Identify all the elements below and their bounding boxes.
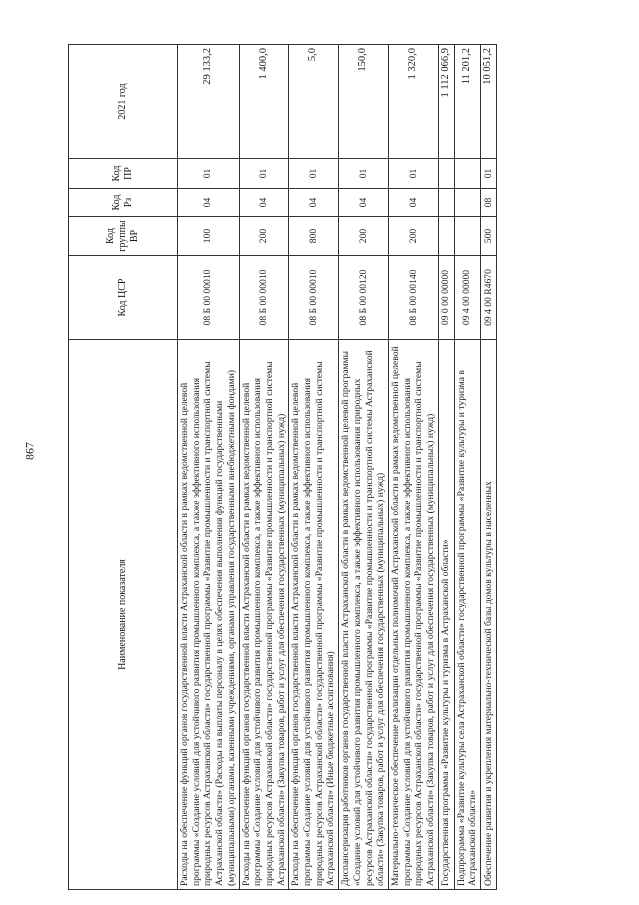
row-pr: 01 <box>388 159 438 189</box>
row-name: Государственная программа «Развитие культуры и туризма в Астраханской области» <box>438 340 454 890</box>
row-vr: 200 <box>388 217 438 256</box>
table-row <box>289 45 339 890</box>
row-csr: 09 4 00 R4670 <box>480 256 496 340</box>
row-rz <box>454 189 480 217</box>
row-sum: 10 051,2 <box>480 45 496 159</box>
table-row <box>438 45 454 890</box>
header-name: Наименование показателя <box>69 340 178 890</box>
row-name: Материально-техническое обеспечение реализации отдельных полномочий Астраханской области в рамках ведомственной целевой программы «Создание условий для устойчивого развития промышленного комплекса, а также эффективного использования природных ресурсов Астраханской области» государственной программы «Развитие промышленности и транспортной системы Астраханской области» (Закупка товаров, работ и услуг для обеспечения государственных (муниципальных) нужд) <box>388 340 438 890</box>
row-sum: 1 320,0 <box>388 45 438 159</box>
row-vr <box>438 217 454 256</box>
page-number: 867 <box>22 442 37 460</box>
row-pr: 01 <box>480 159 496 189</box>
row-name: Расходы на обеспечение функций органов государственной власти Астраханской области в рамках ведомственной целевой программы «Создание условий для устойчивого развития промышленного комплекса, а также эффективного использования природных ресурсов Астраханской области» государственной программы «Развитие промышленности и транспортной системы Астраханской области» (Иные бюджетные ассигнования) <box>289 340 339 890</box>
row-sum: 1 112 066,9 <box>438 45 454 159</box>
row-rz: 04 <box>339 189 389 217</box>
table-row <box>480 45 496 890</box>
row-rz <box>438 189 454 217</box>
budget-table-container <box>68 45 497 890</box>
row-csr: 08 Б 00 00010 <box>289 256 339 340</box>
row-rz: 04 <box>239 189 289 217</box>
row-rz: 04 <box>178 189 240 217</box>
row-vr: 100 <box>178 217 240 256</box>
header-pr: Код ПР <box>69 159 178 189</box>
row-vr: 200 <box>339 217 389 256</box>
row-pr: 01 <box>239 159 289 189</box>
row-rz: 08 <box>480 189 496 217</box>
row-pr <box>438 159 454 189</box>
row-pr: 01 <box>289 159 339 189</box>
row-name: Расходы на обеспечение функций органов государственной власти Астраханской области в рамках ведомственной целевой программы «Создание условий для устойчивого развития промышленного комплекса, а также эффективного использования природных ресурсов Астраханской области» государственной программы «Развитие промышленности и транспортной системы Астраханской области» (Расходы на выплаты персоналу в целях обеспечения выполнения функций государственными (муниципальными) органами, казенными учреждениями, органами управления государственными внебюджетными фондами) <box>178 340 240 890</box>
table-row <box>339 45 389 890</box>
row-vr: 800 <box>289 217 339 256</box>
header-vr: Код группы ВР <box>69 217 178 256</box>
table-header-row <box>69 45 178 890</box>
row-sum: 5,0 <box>289 45 339 159</box>
row-csr: 08 Б 00 00010 <box>178 256 240 340</box>
table-row <box>178 45 240 890</box>
row-vr <box>454 217 480 256</box>
table-row <box>239 45 289 890</box>
row-sum: 150,0 <box>339 45 389 159</box>
header-csr: Код ЦСР <box>69 256 178 340</box>
row-pr <box>454 159 480 189</box>
row-pr: 01 <box>339 159 389 189</box>
header-sum: 2021 год <box>69 45 178 159</box>
table-row <box>454 45 480 890</box>
row-vr: 500 <box>480 217 496 256</box>
row-rz: 04 <box>289 189 339 217</box>
row-csr: 08 Б 00 00140 <box>388 256 438 340</box>
header-rz: Код Рз <box>69 189 178 217</box>
row-csr: 08 Б 00 00010 <box>239 256 289 340</box>
row-vr: 200 <box>239 217 289 256</box>
budget-table <box>68 44 497 890</box>
row-name: Расходы на обеспечение функций органов государственной власти Астраханской области в рамках ведомственной целевой программы «Создание условий для устойчивого развития промышленного комплекса, а также эффективного использования природных ресурсов Астраханской области» государственной программы «Развитие промышленности и транспортной системы Астраханской области» (Закупка товаров, работ и услуг для обеспечения государственных (муниципальных) нужд) <box>239 340 289 890</box>
row-name: Обеспечение развития и укрепления материально-технической базы домов культуры в населенных <box>480 340 496 890</box>
row-sum: 11 201,2 <box>454 45 480 159</box>
row-sum: 1 400,0 <box>239 45 289 159</box>
row-csr: 09 4 00 00000 <box>454 256 480 340</box>
row-name: Подпрограмма «Развитие культуры села Астраханской области» государственной программы «Развитие культуры и туризма в Астраханской области» <box>454 340 480 890</box>
row-csr: 08 Б 00 00120 <box>339 256 389 340</box>
row-csr: 09 0 00 00000 <box>438 256 454 340</box>
row-sum: 29 133,2 <box>178 45 240 159</box>
row-rz: 04 <box>388 189 438 217</box>
row-pr: 01 <box>178 159 240 189</box>
table-row <box>388 45 438 890</box>
row-name: Диспансеризация работников органов государственной власти Астраханской области в рамках ведомственной целевой программы «Создание условий для устойчивого развития промышленного комплекса, а также эффективного использования природных ресурсов Астраханской области» государственной программы «Развитие промышленности и транспортной системы Астраханской области» (Закупка товаров, работ и услуг для обеспечения государственных (муниципальных) нужд) <box>339 340 389 890</box>
